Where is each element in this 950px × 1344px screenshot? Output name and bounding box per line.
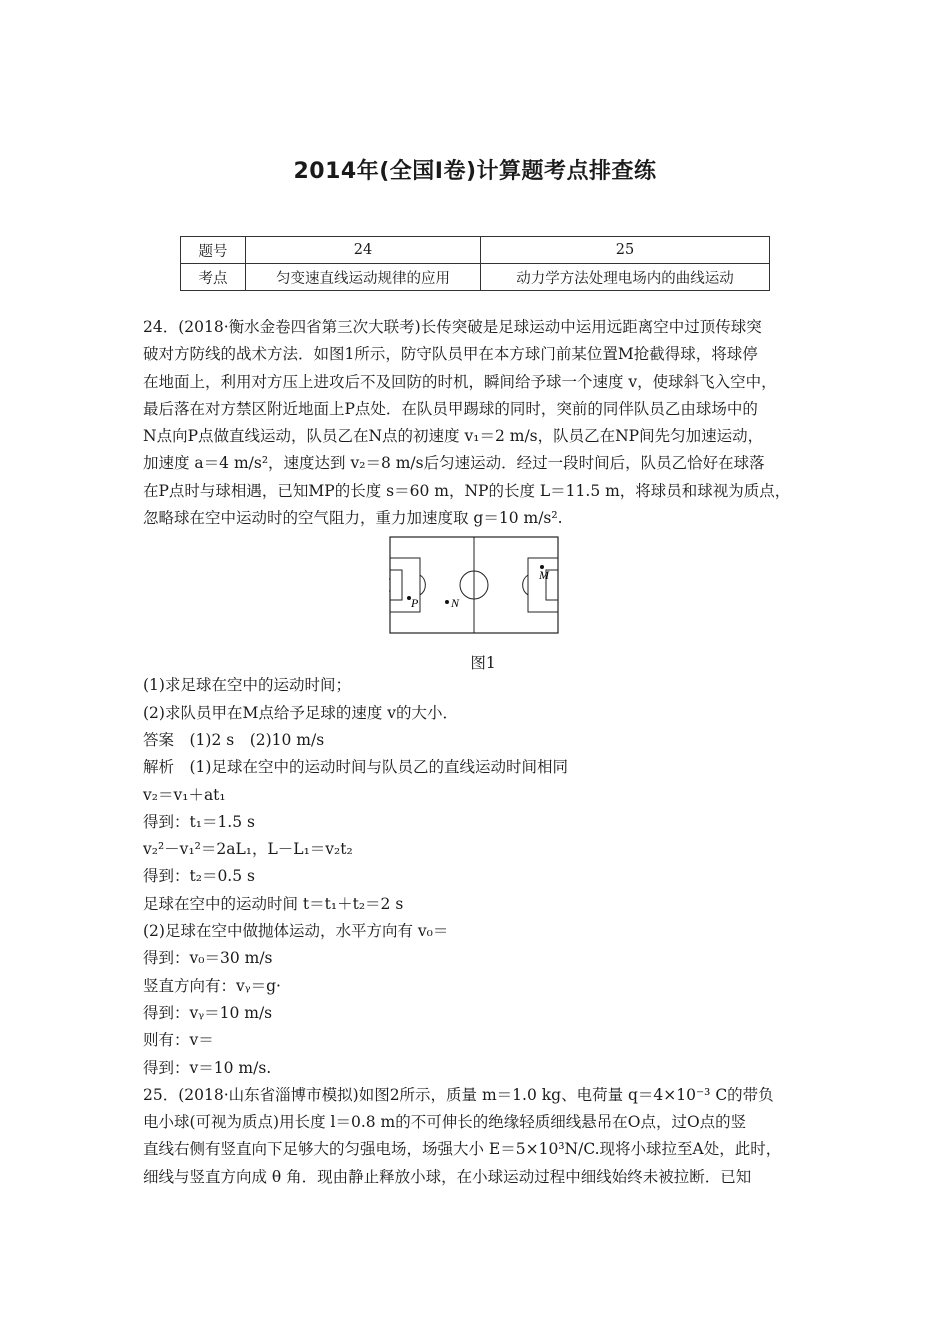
text-line: 25．(2018·山东省淄博市模拟)如图2所示，质量 m＝1.0 kg、电荷量 q＝4×10⁻³ C的带负 xyxy=(143,1085,774,1104)
table-row xyxy=(181,264,770,291)
point-n xyxy=(445,600,449,604)
analysis-line: 解析 (1)足球在空中的运动时间与队员乙的直线运动时间相同 xyxy=(143,758,568,777)
figure-caption: 图1 xyxy=(470,654,496,673)
text-line: 在P点时与球相遇，已知MP的长度 s＝60 m，NP的长度 L＝11.5 m，将球员和球视为质点， xyxy=(143,481,791,500)
text-line: 破对方防线的战术方法．如图1所示，防守队员甲在本方球门前某位置M抢截得球，将球停 xyxy=(143,345,758,364)
text-line: 直线右侧有竖直向下足够大的匀强电场，场强大小 E＝5×10³N/C.现将小球拉至A处，此时， xyxy=(143,1140,782,1159)
question-25 xyxy=(143,1082,823,1191)
topic-table xyxy=(180,236,770,291)
text-line: 忽略球在空中运动时的空气阻力，重力加速度取 g＝10 m/s². xyxy=(143,509,563,528)
analysis-line: 得到：v₀＝30 m/s xyxy=(143,949,273,968)
analysis-line: 得到：vᵧ＝10 m/s xyxy=(143,1003,273,1022)
answer-line: 答案 (1)2 s (2)10 m/s xyxy=(143,730,325,749)
table-cell: 考点 xyxy=(181,264,246,291)
analysis-line: 竖直方向有：vᵧ＝g· xyxy=(143,976,281,995)
table-cell: 动力学方法处理电场内的曲线运动 xyxy=(481,264,770,291)
analysis-line: v₂＝v₁＋at₁ xyxy=(143,785,226,804)
analysis-line: 得到：t₁＝1.5 s xyxy=(143,812,255,831)
question-24 xyxy=(143,314,823,1082)
text-line: N点向P点做直线运动，队员乙在N点的初速度 v₁＝2 m/s，队员乙在NP间先匀加速运动， xyxy=(143,427,764,446)
table-row xyxy=(181,237,770,264)
document-body xyxy=(143,314,823,1191)
analysis-line: (2)足球在空中做抛体运动，水平方向有 v₀＝ xyxy=(143,922,449,941)
table-cell: 24 xyxy=(246,237,481,264)
table-cell: 匀变速直线运动规律的应用 xyxy=(246,264,481,291)
analysis-line: 足球在空中的运动时间 t＝t₁＋t₂＝2 s xyxy=(143,894,404,913)
label-m: M xyxy=(539,568,549,583)
text-line: 最后落在对方禁区附近地面上P点处．在队员甲踢球的同时，突前的同伴队员乙由球场中的 xyxy=(143,399,758,418)
analysis-line: 则有：v＝ xyxy=(143,1031,214,1050)
table-cell: 25 xyxy=(481,237,770,264)
label-p: P xyxy=(411,596,419,611)
question-line: (1)求足球在空中的运动时间； xyxy=(143,676,351,695)
figure-1 xyxy=(143,532,823,672)
analysis-line: v₂²－v₁²＝2aL₁，L－L₁＝v₂t₂ xyxy=(143,840,353,859)
table-cell: 题号 xyxy=(181,237,246,264)
text-line: 24．(2018·衡水金卷四省第三次大联考)长传突破是足球运动中运用远距离空中过顶传球突 xyxy=(143,318,762,336)
question-line: (2)求队员甲在M点给予足球的速度 v的大小． xyxy=(143,703,459,722)
text-line: 细线与竖直方向成 θ 角．现由静止释放小球，在小球运动过程中细线始终未被拉断．已知 xyxy=(143,1167,752,1186)
text-line: 电小球(可视为质点)用长度 l＝0.8 m的不可伸长的绝缘轻质细线悬吊在O点，过O点的竖 xyxy=(143,1113,747,1132)
analysis-line: 得到：v＝10 m/s. xyxy=(143,1058,272,1077)
text-line: 在地面上，利用对方压上进攻后不及回防的时机，瞬间给予球一个速度 v，使球斜飞入空中， xyxy=(143,372,777,391)
soccer-field-diagram xyxy=(389,536,559,634)
analysis-line: 得到：t₂＝0.5 s xyxy=(143,867,255,886)
page-title: 2014年(全国Ⅰ卷)计算题考点排查练 xyxy=(293,159,657,184)
text-line: 加速度 a＝4 m/s²，速度达到 v₂＝8 m/s后匀速运动．经过一段时间后，队员乙恰好在球落 xyxy=(143,454,765,473)
label-n: N xyxy=(451,596,460,611)
